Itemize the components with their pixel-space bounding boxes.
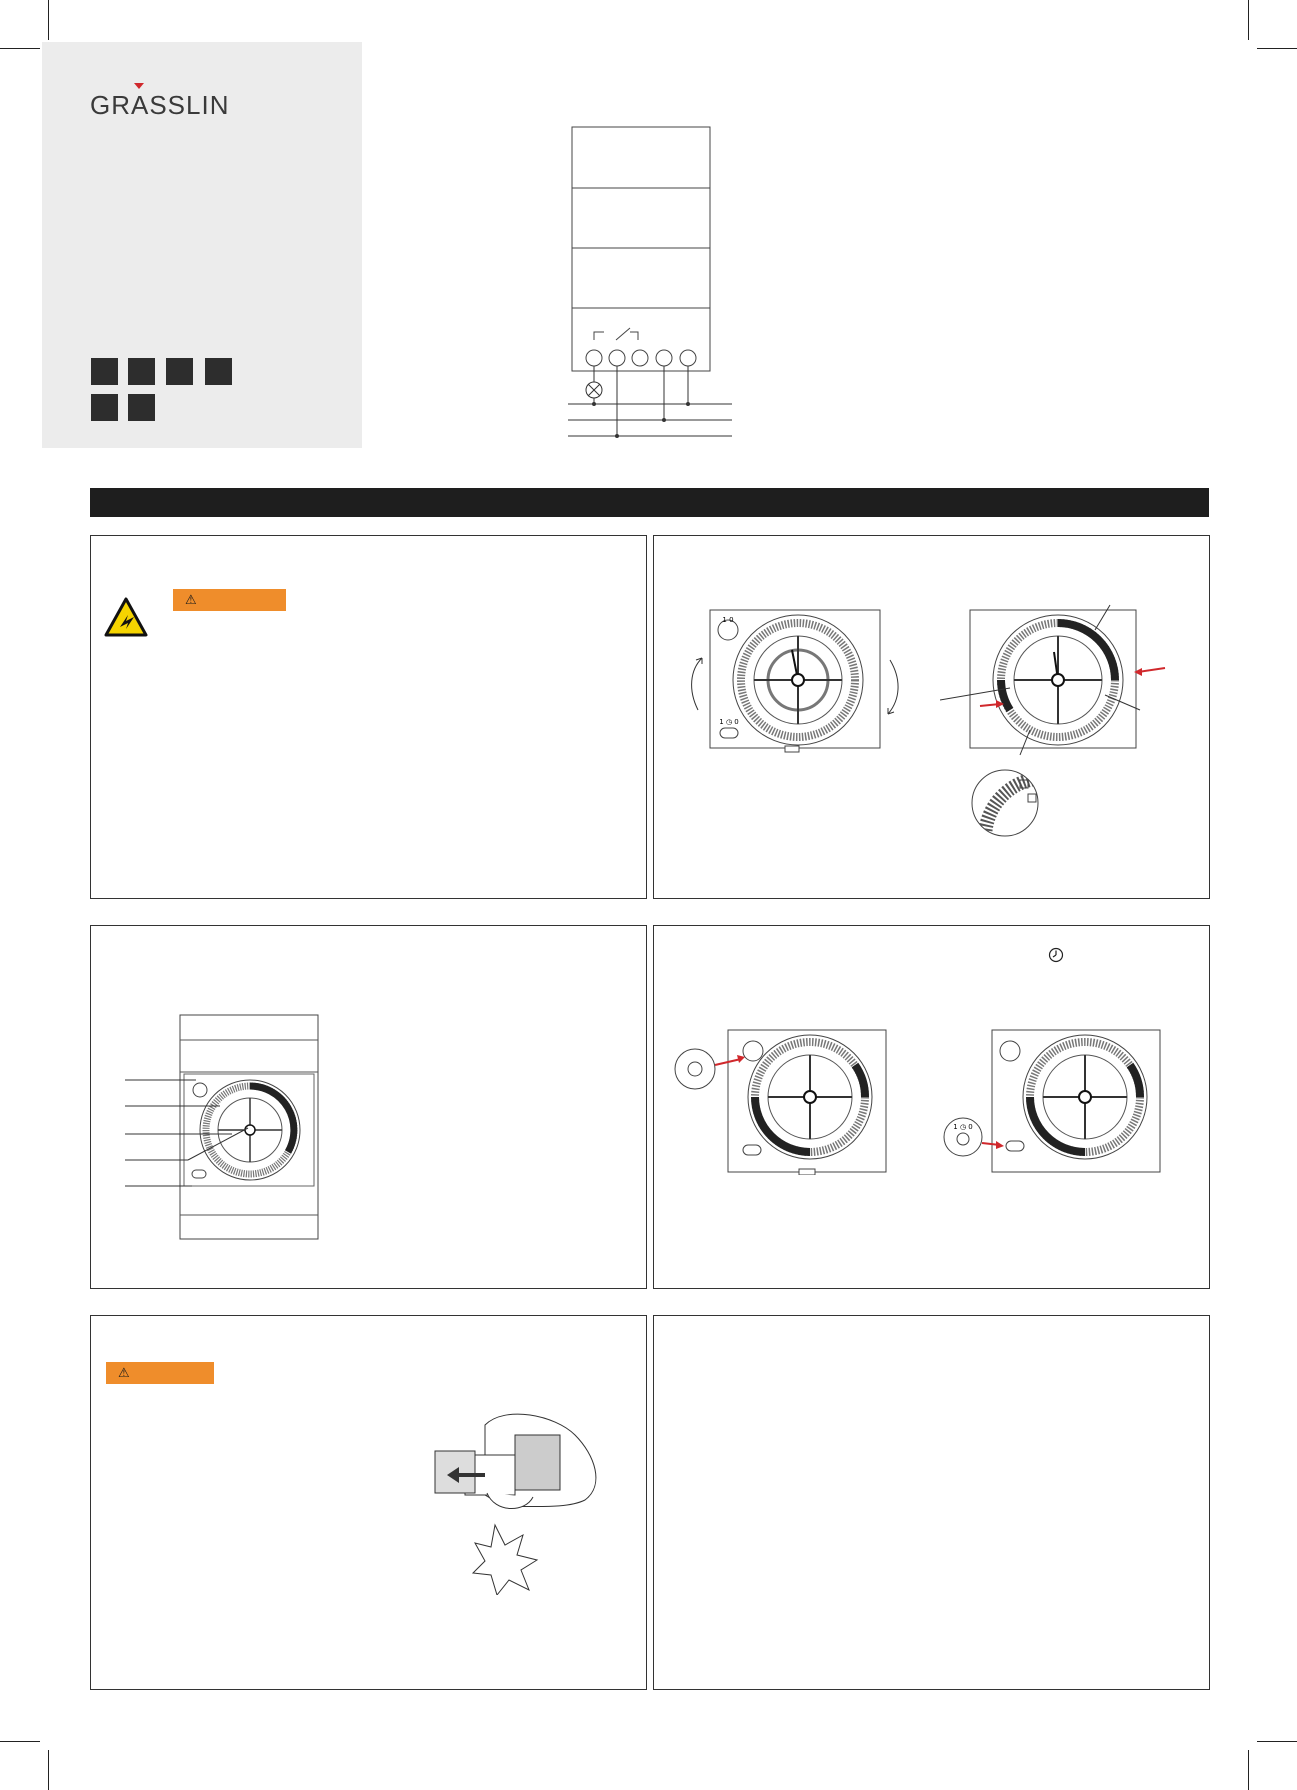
crop-mark bbox=[1248, 1750, 1249, 1790]
svg-text:1 ◷ 0: 1 ◷ 0 bbox=[719, 718, 739, 726]
warning-badge: ⚠ bbox=[106, 1362, 214, 1384]
timer-illustration-auto-mode bbox=[665, 1025, 905, 1175]
wiring-diagram bbox=[560, 120, 740, 450]
language-square bbox=[166, 358, 193, 385]
language-square bbox=[128, 394, 155, 421]
timer-illustration-segments bbox=[940, 600, 1180, 760]
crop-mark bbox=[1248, 0, 1249, 40]
section-bar bbox=[90, 488, 1209, 517]
timer-illustration-rotation bbox=[680, 600, 920, 760]
language-square bbox=[128, 358, 155, 385]
lamp-icon bbox=[586, 382, 602, 398]
crop-mark bbox=[1257, 1741, 1297, 1742]
brand-logo: GRASSLIN bbox=[90, 90, 230, 120]
clock-icon bbox=[1048, 947, 1064, 963]
logo-accent-a: A bbox=[131, 90, 150, 120]
language-square bbox=[91, 394, 118, 421]
electric-hazard-icon bbox=[104, 597, 148, 637]
panel-notes bbox=[653, 1315, 1210, 1690]
timer-illustration-manual-mode bbox=[930, 1025, 1170, 1175]
crop-mark bbox=[1257, 48, 1297, 49]
crop-mark bbox=[48, 0, 49, 40]
crop-mark bbox=[0, 48, 40, 49]
svg-text:1 0: 1 0 bbox=[722, 616, 734, 624]
language-square bbox=[91, 358, 118, 385]
segment-detail-zoom bbox=[970, 768, 1040, 838]
crop-mark bbox=[48, 1750, 49, 1790]
device-front-illustration bbox=[120, 1010, 340, 1250]
din-rail-mount-illustration bbox=[425, 1395, 605, 1595]
warning-badge: ⚠ bbox=[173, 589, 286, 611]
crop-mark bbox=[0, 1741, 40, 1742]
language-square bbox=[205, 358, 232, 385]
svg-text:1 ◷ 0: 1 ◷ 0 bbox=[953, 1123, 973, 1131]
